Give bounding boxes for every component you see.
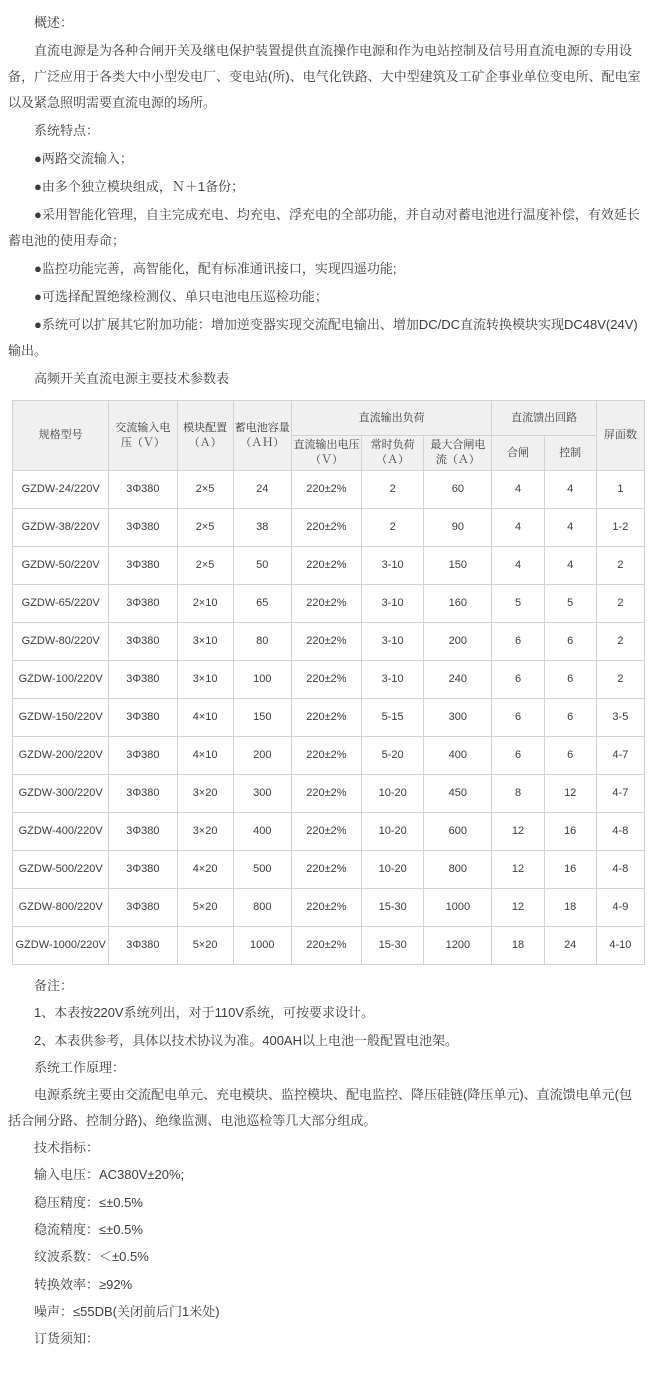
feature-item-2: ●由多个独立模块组成，Ｎ＋1备份； [34, 179, 245, 194]
col-header-model: 规格型号 [13, 401, 109, 471]
cell-battery-capacity: 200 [233, 737, 291, 775]
table-row [13, 699, 645, 737]
cell-normal-load: 2 [362, 509, 424, 547]
cell-closing: 6 [492, 623, 544, 661]
cell-max-closing-current: 300 [424, 699, 492, 737]
cell-control: 24 [544, 927, 596, 965]
feature-item-1: ●两路交流输入； [34, 151, 133, 166]
cell-ac-voltage: 3Φ380 [109, 927, 177, 965]
cell-dc-output-voltage: 220±2% [291, 547, 361, 585]
cell-battery-capacity: 100 [233, 661, 291, 699]
cell-dc-output-voltage: 220±2% [291, 471, 361, 509]
tech-item-current-accuracy: 稳流精度：≤±0.5% [34, 1222, 143, 1238]
cell-control: 6 [544, 737, 596, 775]
cell-screen-count: 4-7 [596, 737, 644, 775]
cell-closing: 12 [492, 851, 544, 889]
cell-ac-voltage: 3Φ380 [109, 547, 177, 585]
tech-title: 技术指标： [34, 1140, 100, 1156]
cell-closing: 6 [492, 661, 544, 699]
cell-closing: 12 [492, 889, 544, 927]
cell-module-config: 3×10 [177, 661, 233, 699]
cell-module-config: 2×10 [177, 585, 233, 623]
cell-max-closing-current: 90 [424, 509, 492, 547]
cell-dc-output-voltage: 220±2% [291, 775, 361, 813]
table-row [13, 471, 645, 509]
cell-dc-output-voltage: 220±2% [291, 699, 361, 737]
cell-control: 5 [544, 585, 596, 623]
cell-normal-load: 5-15 [362, 699, 424, 737]
col-header-closing: 合闸 [492, 436, 544, 471]
cell-model: GZDW-50/220V [13, 547, 109, 585]
cell-screen-count: 2 [596, 547, 644, 585]
group-header-dc-feed-circuit: 直流馈出回路 [492, 401, 596, 436]
cell-max-closing-current: 600 [424, 813, 492, 851]
cell-screen-count: 4-8 [596, 813, 644, 851]
cell-screen-count: 2 [596, 623, 644, 661]
cell-screen-count: 2 [596, 661, 644, 699]
cell-control: 4 [544, 471, 596, 509]
cell-battery-capacity: 800 [233, 889, 291, 927]
cell-normal-load: 2 [362, 471, 424, 509]
cell-battery-capacity: 24 [233, 471, 291, 509]
cell-battery-capacity: 500 [233, 851, 291, 889]
cell-max-closing-current: 240 [424, 661, 492, 699]
cell-model: GZDW-500/220V [13, 851, 109, 889]
cell-max-closing-current: 1000 [424, 889, 492, 927]
cell-battery-capacity: 150 [233, 699, 291, 737]
cell-ac-voltage: 3Φ380 [109, 775, 177, 813]
cell-model: GZDW-300/220V [13, 775, 109, 813]
cell-max-closing-current: 150 [424, 547, 492, 585]
cell-closing: 12 [492, 813, 544, 851]
order-title: 订货须知： [34, 1331, 100, 1347]
cell-battery-capacity: 300 [233, 775, 291, 813]
cell-ac-voltage: 3Φ380 [109, 889, 177, 927]
note-item-2: 2、本表供参考，具体以技术协议为准。400AH以上电池一般配置电池架。 [34, 1032, 458, 1048]
cell-module-config: 2×5 [177, 547, 233, 585]
cell-normal-load: 3-10 [362, 547, 424, 585]
overview-paragraph: 直流电源是为各种合闸开关及继电保护装置提供直流操作电源和作为电站控制及信号用直流电源的专用设备，广泛应用于各类大中小型发电厂、变电站(所)、电气化铁路、大中型建筑及工矿企事业单位变电所、配电室以及紧急照明需要直流电源的场所。 [8, 43, 641, 110]
principle-title: 系统工作原理： [34, 1060, 126, 1076]
cell-dc-output-voltage: 220±2% [291, 927, 361, 965]
principle-paragraph: 电源系统主要由交流配电单元、充电模块、监控模块、配电监控、降压硅链(降压单元)、直流馈电单元(包括合闸分路、控制分路)、绝缘监测、电池巡检等几大部分组成。 [8, 1087, 632, 1128]
cell-module-config: 5×20 [177, 927, 233, 965]
cell-ac-voltage: 3Φ380 [109, 699, 177, 737]
cell-module-config: 3×20 [177, 775, 233, 813]
cell-ac-voltage: 3Φ380 [109, 851, 177, 889]
cell-closing: 4 [492, 509, 544, 547]
cell-model: GZDW-24/220V [13, 471, 109, 509]
cell-module-config: 4×10 [177, 699, 233, 737]
cell-model: GZDW-150/220V [13, 699, 109, 737]
cell-control: 6 [544, 661, 596, 699]
cell-dc-output-voltage: 220±2% [291, 661, 361, 699]
col-header-ac-voltage: 交流输入电压（Ｖ） [109, 401, 177, 471]
cell-screen-count: 4-7 [596, 775, 644, 813]
tech-item-ripple: 纹波系数：＜±0.5% [34, 1249, 149, 1265]
cell-normal-load: 15-30 [362, 927, 424, 965]
cell-max-closing-current: 450 [424, 775, 492, 813]
spec-table [12, 400, 645, 965]
cell-model: GZDW-200/220V [13, 737, 109, 775]
cell-closing: 6 [492, 699, 544, 737]
col-header-module-config: 模块配置（Ａ） [177, 401, 233, 471]
table-row [13, 813, 645, 851]
cell-control: 18 [544, 889, 596, 927]
table-row [13, 851, 645, 889]
cell-max-closing-current: 1200 [424, 927, 492, 965]
cell-max-closing-current: 800 [424, 851, 492, 889]
cell-battery-capacity: 400 [233, 813, 291, 851]
cell-control: 12 [544, 775, 596, 813]
table-row [13, 661, 645, 699]
cell-model: GZDW-38/220V [13, 509, 109, 547]
cell-normal-load: 3-10 [362, 661, 424, 699]
tech-item-input-voltage: 输入电压：AC380V±20%; [34, 1167, 185, 1183]
spec-table-head [13, 401, 645, 471]
cell-battery-capacity: 80 [233, 623, 291, 661]
cell-module-config: 2×5 [177, 471, 233, 509]
cell-dc-output-voltage: 220±2% [291, 813, 361, 851]
cell-screen-count: 3-5 [596, 699, 644, 737]
spec-table-body [13, 471, 645, 965]
cell-closing: 4 [492, 471, 544, 509]
cell-control: 6 [544, 623, 596, 661]
cell-normal-load: 3-10 [362, 623, 424, 661]
cell-ac-voltage: 3Φ380 [109, 813, 177, 851]
cell-control: 6 [544, 699, 596, 737]
cell-model: GZDW-65/220V [13, 585, 109, 623]
table-caption: 高频开关直流电源主要技术参数表 [34, 371, 230, 386]
table-row [13, 547, 645, 585]
cell-screen-count: 4-10 [596, 927, 644, 965]
col-header-screen-count: 屏面数 [596, 401, 644, 471]
cell-max-closing-current: 400 [424, 737, 492, 775]
cell-battery-capacity: 65 [233, 585, 291, 623]
cell-closing: 4 [492, 547, 544, 585]
cell-module-config: 3×20 [177, 813, 233, 851]
cell-module-config: 4×20 [177, 851, 233, 889]
cell-module-config: 2×5 [177, 509, 233, 547]
col-header-max-closing-current: 最大合闸电流（Ａ） [424, 436, 492, 471]
cell-model: GZDW-1000/220V [13, 927, 109, 965]
feature-item-6: ●系统可以扩展其它附加功能：增加逆变器实现交流配电输出、增加DC/DC直流转换模块实现DC48V(24V)输出。 [8, 317, 638, 358]
col-header-battery-capacity: 蓄电池容量（ＡＨ） [233, 401, 291, 471]
cell-ac-voltage: 3Φ380 [109, 509, 177, 547]
cell-normal-load: 10-20 [362, 813, 424, 851]
cell-screen-count: 1-2 [596, 509, 644, 547]
col-header-dc-output-voltage: 直流输出电压（Ｖ） [291, 436, 361, 471]
cell-screen-count: 2 [596, 585, 644, 623]
cell-battery-capacity: 1000 [233, 927, 291, 965]
cell-normal-load: 15-30 [362, 889, 424, 927]
spec-table-group-header-row [13, 401, 645, 436]
col-header-normal-load: 常时负荷（Ａ） [362, 436, 424, 471]
cell-closing: 8 [492, 775, 544, 813]
cell-model: GZDW-100/220V [13, 661, 109, 699]
cell-ac-voltage: 3Φ380 [109, 585, 177, 623]
cell-module-config: 3×10 [177, 623, 233, 661]
table-row [13, 585, 645, 623]
tech-item-voltage-accuracy: 稳压精度：≤±0.5% [34, 1194, 143, 1210]
cell-closing: 18 [492, 927, 544, 965]
cell-control: 16 [544, 813, 596, 851]
cell-closing: 5 [492, 585, 544, 623]
cell-control: 4 [544, 509, 596, 547]
feature-item-4: ●监控功能完善，高智能化，配有标准通讯接口，实现四遥功能; [34, 261, 397, 276]
cell-control: 16 [544, 851, 596, 889]
notes-title: 备注： [34, 978, 74, 993]
cell-normal-load: 3-10 [362, 585, 424, 623]
cell-model: GZDW-80/220V [13, 623, 109, 661]
cell-module-config: 5×20 [177, 889, 233, 927]
cell-screen-count: 4-8 [596, 851, 644, 889]
cell-model: GZDW-800/220V [13, 889, 109, 927]
cell-battery-capacity: 50 [233, 547, 291, 585]
cell-closing: 6 [492, 737, 544, 775]
cell-ac-voltage: 3Φ380 [109, 471, 177, 509]
cell-ac-voltage: 3Φ380 [109, 737, 177, 775]
table-row [13, 509, 645, 547]
note-item-1: 1、本表按220V系统列出，对于110V系统，可按要求设计。 [34, 1005, 374, 1021]
cell-module-config: 4×10 [177, 737, 233, 775]
features-title: 系统特点： [34, 123, 100, 138]
cell-normal-load: 10-20 [362, 775, 424, 813]
group-header-dc-output-load: 直流输出负荷 [291, 401, 492, 436]
overview-title: 概述： [34, 15, 74, 30]
cell-normal-load: 10-20 [362, 851, 424, 889]
feature-item-5: ●可选择配置绝缘检测仪、单只电池电压巡检功能； [34, 289, 328, 304]
table-row [13, 927, 645, 965]
cell-screen-count: 1 [596, 471, 644, 509]
col-header-control: 控制 [544, 436, 596, 471]
cell-dc-output-voltage: 220±2% [291, 889, 361, 927]
cell-dc-output-voltage: 220±2% [291, 851, 361, 889]
cell-screen-count: 4-9 [596, 889, 644, 927]
cell-ac-voltage: 3Φ380 [109, 661, 177, 699]
table-row [13, 623, 645, 661]
cell-ac-voltage: 3Φ380 [109, 623, 177, 661]
cell-normal-load: 5-20 [362, 737, 424, 775]
cell-max-closing-current: 160 [424, 585, 492, 623]
cell-max-closing-current: 60 [424, 471, 492, 509]
cell-battery-capacity: 38 [233, 509, 291, 547]
cell-max-closing-current: 200 [424, 623, 492, 661]
table-row [13, 889, 645, 927]
table-row [13, 737, 645, 775]
tech-item-noise: 噪声：≤55DB(关闭前后门1米处) [34, 1304, 220, 1320]
cell-dc-output-voltage: 220±2% [291, 585, 361, 623]
cell-dc-output-voltage: 220±2% [291, 623, 361, 661]
table-row [13, 775, 645, 813]
feature-item-3: ●采用智能化管理，自主完成充电、均充电、浮充电的全部功能，并自动对蓄电池进行温度补偿，有效延长蓄电池的使用寿命； [8, 207, 640, 248]
tech-item-efficiency: 转换效率：≥92% [34, 1276, 133, 1292]
cell-dc-output-voltage: 220±2% [291, 737, 361, 775]
cell-model: GZDW-400/220V [13, 813, 109, 851]
cell-control: 4 [544, 547, 596, 585]
cell-dc-output-voltage: 220±2% [291, 509, 361, 547]
